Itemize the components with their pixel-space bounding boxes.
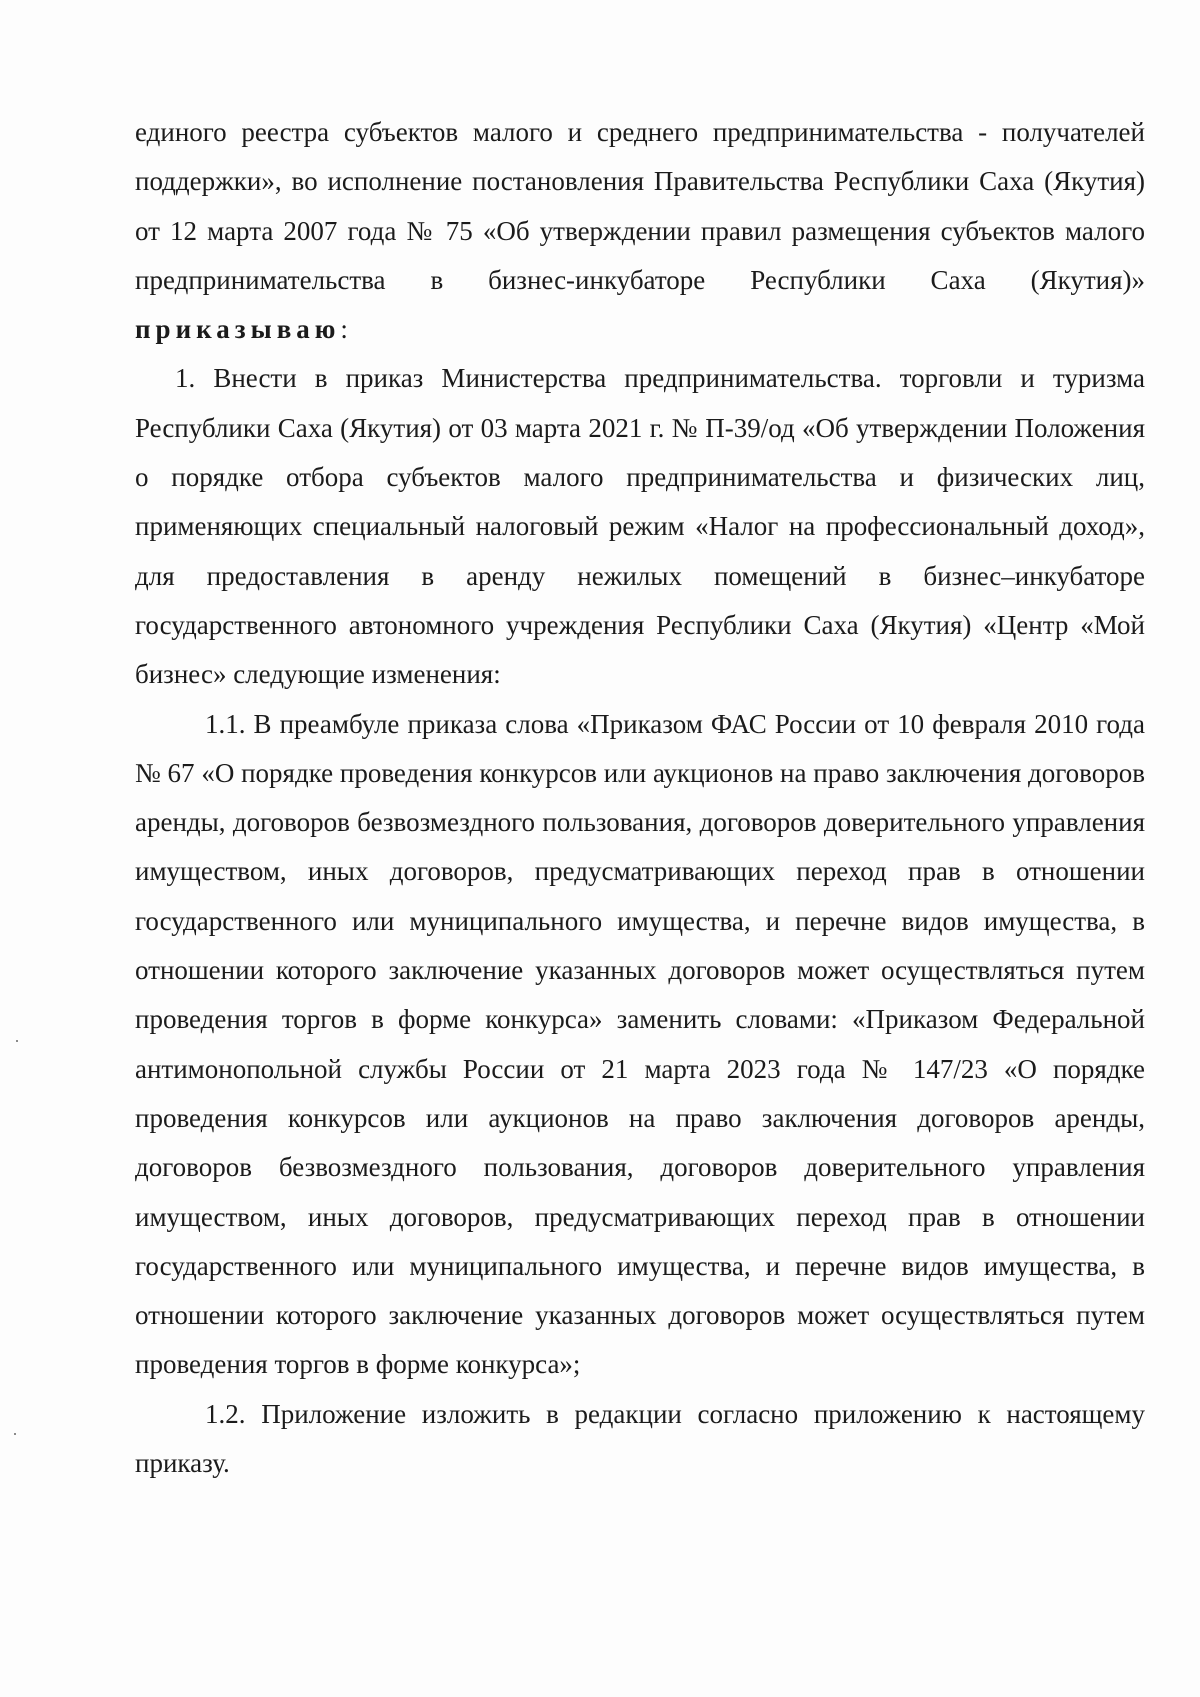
item-1-2-paragraph: 1.2. Приложение изложить в редакции согласно приложению к настоящему приказу. xyxy=(135,1398,1145,1479)
scan-speck xyxy=(14,1433,16,1435)
document-body xyxy=(135,108,1145,1488)
order-word: приказываю xyxy=(135,314,341,345)
preamble-paragraph xyxy=(135,108,1145,354)
item-1-paragraph: 1. Внести в приказ Министерства предпринимательства. торговли и туризма Республики Саха (Якутия) от 03 марта 2021 г. № П-39/од «Об утверждении Положения о порядке отбора субъектов малого предпринимательства и физических лиц, применяющих специальный налоговый режим «Налог на профессиональный доход», для предоставления в аренду нежилых помещений в бизнес–инкубаторе государственного автономного учреждения Республики Саха (Якутия) «Центр «Мой бизнес» следующие изменения: xyxy=(135,363,1145,690)
item-1-1-paragraph: 1.1. В преамбуле приказа слова «Приказом ФАС России от 10 февраля 2010 года № 67 «О порядке проведения конкурсов или аукционов на право заключения договоров аренды, договоров безвозмездного пользования, договоров доверительного управления имуществом, иных договоров, предусматривающих переход прав в отношении государственного или муниципального имущества, и перечне видов имущества, в отношении которого заключение указанных договоров может осуществляться путем проведения торгов в форме конкурса» заменить словами: «Приказом Федеральной антимонопольной службы России от 21 марта 2023 года № 147/23 «О порядке проведения конкурсов или аукционов на право заключения договоров аренды, договоров безвозмездного пользования, договоров доверительного управления имуществом, иных договоров, предусматривающих переход прав в отношении государственного или муниципального имущества, и перечне видов имущества, в отношении которого заключение указанных договоров может осуществляться путем проведения торгов в форме конкурса»; xyxy=(135,708,1145,1380)
scan-speck xyxy=(16,1040,18,1042)
preamble-text: единого реестра субъектов малого и среднего предпринимательства - получателей поддержки», во исполнение постановления Правительства Республики Саха (Якутия) от 12 марта 2007 года № 75 «Об утверждении правил размещения субъектов малого предпринимательства в бизнес-инкубаторе Республики Саха (Якутия)» xyxy=(135,117,1145,295)
order-suffix: : xyxy=(340,314,348,345)
